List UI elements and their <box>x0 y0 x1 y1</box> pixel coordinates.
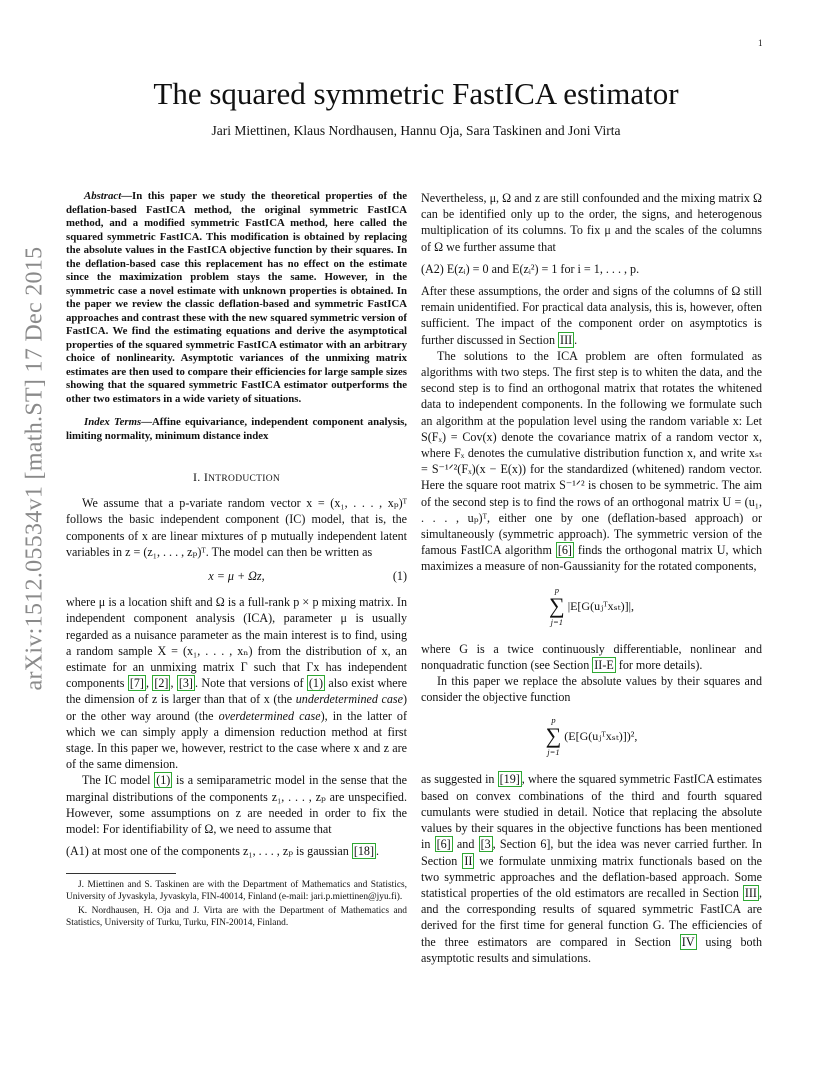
citation-link[interactable]: [3] <box>178 676 193 691</box>
citation-link[interactable]: [2] <box>154 676 169 691</box>
abstract-label: Abstract <box>84 190 122 202</box>
right-paragraph-5: In this paper we replace the absolute values by their squares and consider the objective function <box>421 674 762 705</box>
section-link[interactable]: IV <box>681 934 695 949</box>
abstract <box>66 190 407 406</box>
index-terms-label: Index Terms <box>84 416 142 428</box>
footnote-affiliation-1: J. Miettinen and S. Taskinen are with the Department of Mathematics and Statistics, University of Jyvaskyla, Jyvaskyla, FIN-40014, Finland (e-mail: jari.p.miettinen@jyu.fi). <box>66 880 407 902</box>
right-paragraph-6: as suggested in [19] , where the squared symmetric FastICA estimates based on convex combinations of the third and fourth squared cumulants were studied in detail. Notice that replacing the absolute values by their squares in the objective functions has been mentioned in [6] and [3 , Section 6], but the idea was never carried further. In Section II we formulate unmixing matrix functionals based on the two symmetric approaches and the deflation-based approach. Some statistical properties of the old estimators are recalled in Section III , and the corresponding results of squared symmetric FastICA are derived for the first time for general function G. The efficiencies of the three estimators are compared in Section IV using both asymptotic results and simulations. <box>421 772 762 965</box>
right-paragraph-1: Nevertheless, μ, Ω and z are still confounded and the mixing matrix Ω can be identified only up to the order, the signs, and heterogenous multiplication of its columns. To fix μ and the scales of the columns of Ω we further assume that <box>421 191 762 254</box>
assumption-a2: (A2) E(zᵢ) = 0 and E(zᵢ²) = 1 for i = 1, . . . , p. <box>421 261 640 276</box>
objective-function-absolute: p ∑ j=1 |E[G(uⱼᵀxₛₜ)]|, <box>549 584 634 627</box>
index-terms-text: —Affine equivariance, independent component analysis, limiting normality, minimum distance index <box>66 416 407 442</box>
right-paragraph-2: After these assumptions, the order and signs of the columns of Ω still remain unidentified. For practical data analysis, this is, however, often sufficient. The impact of the component order on asymptotics is further discussed in Section III . <box>421 284 762 347</box>
right-paragraph-4: where G is a twice continuously differentiable, nonlinear and nonquadratic function (see Section II-E for more details). <box>421 641 762 672</box>
right-paragraph-3: The solutions to the ICA problem are often formulated as algorithms with two steps. The first step is to whiten the data, and the second step is to find an orthogonal matrix that rotates the whitened data to independent components. In the following we formulate such an algorithm at the population level using the random variable x: Let S(Fₓ) = Cov(x) denote the covariance matrix of a random vector x, where Fₓ denotes the cumulative distribution function x, and write xₛₜ = S⁻¹ᐟ²(Fₓ)(x − E(x)) for the standardized (whitened) random vector. Here the square root matrix S⁻¹ᐟ² is chosen to be symmetric. The aim of the second step is to find the rows of an orthogonal matrix U = (u₁, . . . , uₚ)ᵀ, either one by one (deflation-based approach) or simultaneously (symmetric approach). The symmetric version of the famous FastICA algorithm [6] finds the orthogonal matrix U, which maximizes a measure of non-Gaussianity for the rotated components, <box>421 348 762 574</box>
intro-paragraph-3: The IC model (1) is a semiparametric model in the sense that the marginal distributions of the components z₁, . . . , zₚ are unspecified. However, some assumptions on z are needed in order to fix the model: For identifiability of Ω, we need to assume that <box>66 773 408 837</box>
footnotes <box>66 880 407 929</box>
citation-link[interactable]: [6] <box>557 543 572 558</box>
footnote-affiliation-2: K. Nordhausen, H. Oja and J. Virta are with the Department of Mathematics and Statistics, University of Turku, Turku, FIN-20014, Finland. <box>66 906 407 928</box>
section-link[interactable]: III <box>744 885 757 900</box>
footnote-divider <box>66 873 176 874</box>
equation-1: x = μ + Ωz, (1) <box>208 569 407 584</box>
assumption-a1: (A1) at most one of the components z₁, . . . , zₚ is gaussian [18] . <box>66 844 380 859</box>
section-heading-introduction: I. INTRODUCTION <box>192 470 281 484</box>
page-number: 1 <box>758 38 763 48</box>
author-list: Jari Miettinen, Klaus Nordhausen, Hannu Oja, Sara Taskinen and Joni Virta <box>211 123 621 138</box>
citation-link[interactable]: [6] <box>436 837 451 852</box>
paper-title: The squared symmetric FastICA estimator <box>153 76 679 111</box>
equation-link[interactable]: (1) <box>156 773 171 788</box>
objective-function-squared: p ∑ j=1 (E[G(uⱼᵀxₛₜ)])², <box>545 715 638 758</box>
intro-paragraph-1: We assume that a p-variate random vector x = (x₁, . . . , xₚ)ᵀ follows the basic independent component (IC) model, that is, the components of x are linear mixtures of p mutually independent latent variables in z = (z₁, . . . , zₚ)ᵀ. The model can then be written as <box>66 496 407 559</box>
index-terms <box>66 416 407 443</box>
citation-link[interactable]: [3 <box>480 837 491 852</box>
section-link[interactable]: II <box>464 853 473 868</box>
arxiv-identifier-stamp[interactable]: arXiv:1512.05534v1 [math.ST] 17 Dec 2015 <box>21 246 48 691</box>
equation-1-number: (1) <box>392 569 407 584</box>
citation-link[interactable]: [7] <box>129 676 144 691</box>
equation-link[interactable]: (1) <box>308 676 324 691</box>
section-link[interactable]: II-E <box>594 657 614 672</box>
right-column <box>421 190 762 966</box>
left-column <box>66 190 407 932</box>
intro-paragraph-2: where μ is a location shift and Ω is a full-rank p × p mixing matrix. In independent component analysis (ICA), parameter μ is usually regarded as a nuisance parameter as the main interest is to find, using a random sample X = (x₁, . . . , xₙ) from the distribution of x, an estimate for an unmixing matrix Γ such that Γx has independent components [7] , [2] , [3] . Note that versions of (1) also exist where the dimension of z is larger than that of x (the underdetermined case) or the other way around (the overdetermined case), in the latter of which we can simply apply a dimension reduction method at first stage. In this paper we, however, restrict to the case where x and z are of the same dimension. <box>66 595 408 772</box>
abstract-text: —In this paper we study the theoretical properties of the deflation-based FastICA method, the original symmetric FastICA method, and a modified symmetric FastICA method, here called the squared symmetric FastICA. This modification is obtained by replacing the absolute values in the FastICA objective function by their squares. In the deflation-based case this replacement has no effect on the estimate since the maximization problem stays the same. However, in the symmetric case a novel estimate with unknown properties is obtained. In the paper we review the classic deflation-based and symmetric FastICA approaches and contrast these with the new squared symmetric version of FastICA. We find the estimating equations and derive the asymptotical properties of the squared symmetric FastICA estimator with an arbitrary choice of nonlinearity. Asymptotic variances of the unmixing matrix estimates are then used to compare their efficiencies for large sample sizes showing that the squared symmetric FastICA estimator outperforms the other two estimators in a wide variety of situations. <box>66 190 407 405</box>
citation-link[interactable]: [19] <box>499 772 520 787</box>
section-link[interactable]: III <box>560 332 573 347</box>
citation-link[interactable]: [18] <box>353 844 374 859</box>
